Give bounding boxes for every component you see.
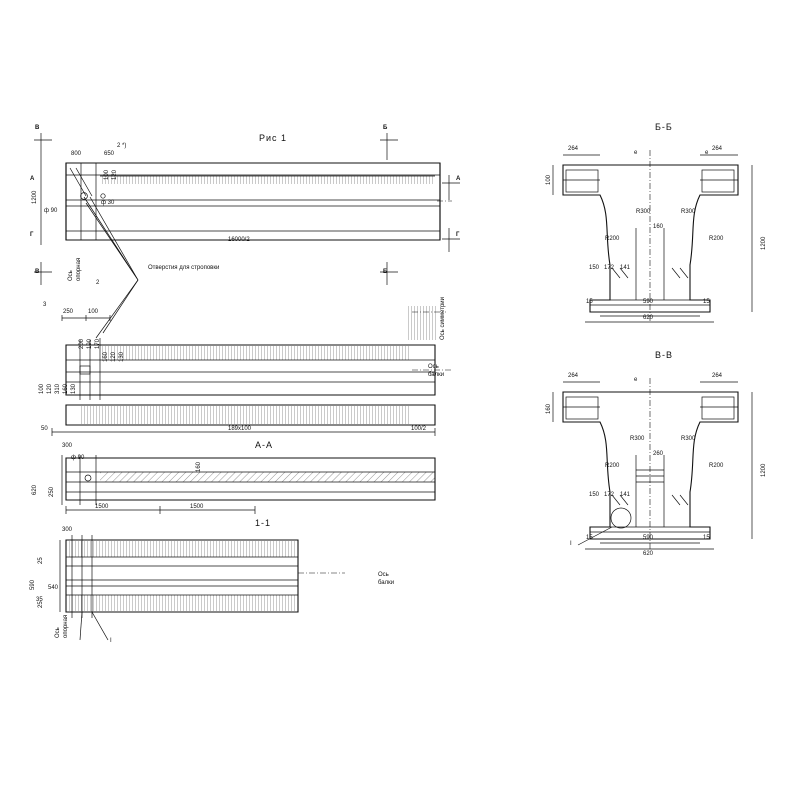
dim-d30-plan: ф 30	[101, 200, 115, 206]
dim-170-mid: 170	[95, 338, 101, 349]
dim-160-aa: 160	[196, 461, 202, 472]
dim-100b-mid: 100	[39, 383, 45, 394]
mark-b-bottom-left: В	[35, 269, 40, 275]
note-axis-support-2: опорная	[76, 257, 82, 281]
dim-150-vv: 150	[589, 492, 600, 498]
label-axis-support-11: Ось	[55, 627, 61, 638]
dim-150-bb: 150	[589, 265, 600, 271]
dim-e-vv: е	[634, 377, 638, 383]
dim-300-aa: 300	[62, 443, 73, 449]
dim-130-mid: 130	[119, 351, 125, 362]
title-section-11: 1-1	[255, 518, 272, 528]
dim-300-11: 300	[62, 527, 73, 533]
label-axis-beam: Ось	[428, 364, 439, 370]
label-axis-beam-2: балки	[428, 372, 445, 378]
dim-120-mid: 120	[111, 351, 117, 362]
dim-250-aa: 250	[49, 486, 55, 497]
dim-1500-a: 1500	[95, 504, 109, 510]
dim-25-11: 25	[38, 557, 44, 564]
radius-r200-vv-left: R200	[605, 463, 620, 469]
dim-50-mid: 50	[41, 426, 48, 432]
dim-1200-vv: 1200	[761, 463, 767, 477]
dim-590-bb: 590	[643, 299, 654, 305]
mark-g-right: Г	[456, 232, 460, 238]
dim-25b-11: 25	[38, 601, 44, 608]
dim-1200-bb: 1200	[761, 236, 767, 250]
dim-d90-plan: ф 90	[44, 208, 58, 214]
dim-160-mid: 160	[103, 351, 109, 362]
dim-190-mid: 190	[87, 338, 93, 349]
title-fig1: Рис 1	[259, 133, 288, 143]
note-mark-3: 3	[43, 302, 47, 308]
dim-130b-mid: 130	[71, 383, 77, 394]
mark-g-left: Г	[30, 232, 34, 238]
dim-264-vv-left: 264	[568, 373, 579, 379]
dim-620-bb: 620	[643, 315, 654, 321]
dim-120-inner: 120	[112, 169, 118, 180]
dim-620-aa: 620	[32, 484, 38, 495]
dim-15-bb-right: 15	[703, 299, 710, 305]
dim-100-inner: 100	[104, 169, 110, 180]
dim-160-vv: 160	[546, 403, 552, 414]
dim-15-bb-left: 15	[586, 299, 593, 305]
dim-e-bb-left: е	[634, 150, 638, 156]
dim-172-vv: 172	[604, 492, 615, 498]
radius-r200-vv-right: R200	[709, 463, 724, 469]
title-section-bb: Б-Б	[655, 122, 673, 132]
note-axis-support: Ось	[68, 270, 74, 281]
radius-r200-bb-right: R200	[709, 236, 724, 242]
mark-I-11: I	[110, 638, 112, 644]
dim-264-bb-right: 264	[712, 146, 723, 152]
title-section-vv: В-В	[655, 350, 674, 360]
title-section-aa: А-А	[255, 440, 274, 450]
dim-620-vv: 620	[643, 551, 654, 557]
radius-r300-bb-right: R300	[681, 209, 696, 215]
label-axis-symmetry: Ось симметрии	[440, 297, 446, 340]
dim-260-vv: 260	[653, 451, 664, 457]
dim-15-vv-left: 15	[586, 535, 593, 541]
mark-a-right: А	[456, 176, 461, 182]
dim-100-bb: 100	[546, 174, 552, 185]
dim-310-mid: 310	[55, 383, 61, 394]
dim-160b-mid: 160	[63, 383, 69, 394]
note-mark-2: 2	[96, 280, 100, 286]
dim-160-bb: 160	[653, 224, 664, 230]
mark-I-vv: I	[570, 541, 572, 547]
dim-141-bb: 141	[620, 265, 631, 271]
dim-1500-b: 1500	[190, 504, 204, 510]
dim-189x100: 189x100	[228, 426, 252, 432]
dim-800: 800	[71, 151, 82, 157]
dim-1200-left: 1200	[32, 190, 38, 204]
label-axis-support-11b: опорная	[63, 614, 69, 638]
radius-r200-bb-left: R200	[605, 236, 620, 242]
dim-590-11: 590	[30, 579, 36, 590]
label-axis-beam-11: Ось	[378, 572, 389, 578]
mark-b-top-left: В	[35, 125, 40, 131]
dim-264-vv-right: 264	[712, 373, 723, 379]
dim-d90-aa: ф 90	[71, 455, 85, 461]
dim-100-mid: 100	[88, 309, 99, 315]
note-strop-holes: Отверстия для строповки	[148, 265, 220, 271]
radius-r300-vv-left: R300	[630, 436, 645, 442]
dim-100half: 100/2	[411, 426, 427, 432]
dim-120b-mid: 120	[47, 383, 53, 394]
dim-15-vv-right: 15	[703, 535, 710, 541]
radius-r300-vv-right: R300	[681, 436, 696, 442]
label-axis-beam-11b: балки	[378, 580, 395, 586]
radius-r300-bb-left: R300	[636, 209, 651, 215]
mark-b-bottom-right: Б	[383, 269, 388, 275]
label-span-16000: 16000/2	[228, 237, 250, 243]
dim-540-11: 540	[48, 585, 59, 591]
dim-590-vv: 590	[643, 535, 654, 541]
dim-264-bb-left: 264	[568, 146, 579, 152]
mark-a-left: А	[30, 176, 35, 182]
dim-141-vv: 141	[620, 492, 631, 498]
dim-2-star: 2 *)	[117, 143, 127, 149]
dim-250-mid: 250	[63, 309, 74, 315]
mark-b-top-right: Б	[383, 125, 388, 131]
dim-35-11: 35	[36, 597, 43, 603]
dim-e-bb-right: е	[705, 150, 709, 156]
dim-650: 650	[104, 151, 115, 157]
dim-172-bb: 172	[604, 265, 615, 271]
dim-200-mid: 200	[79, 338, 85, 349]
